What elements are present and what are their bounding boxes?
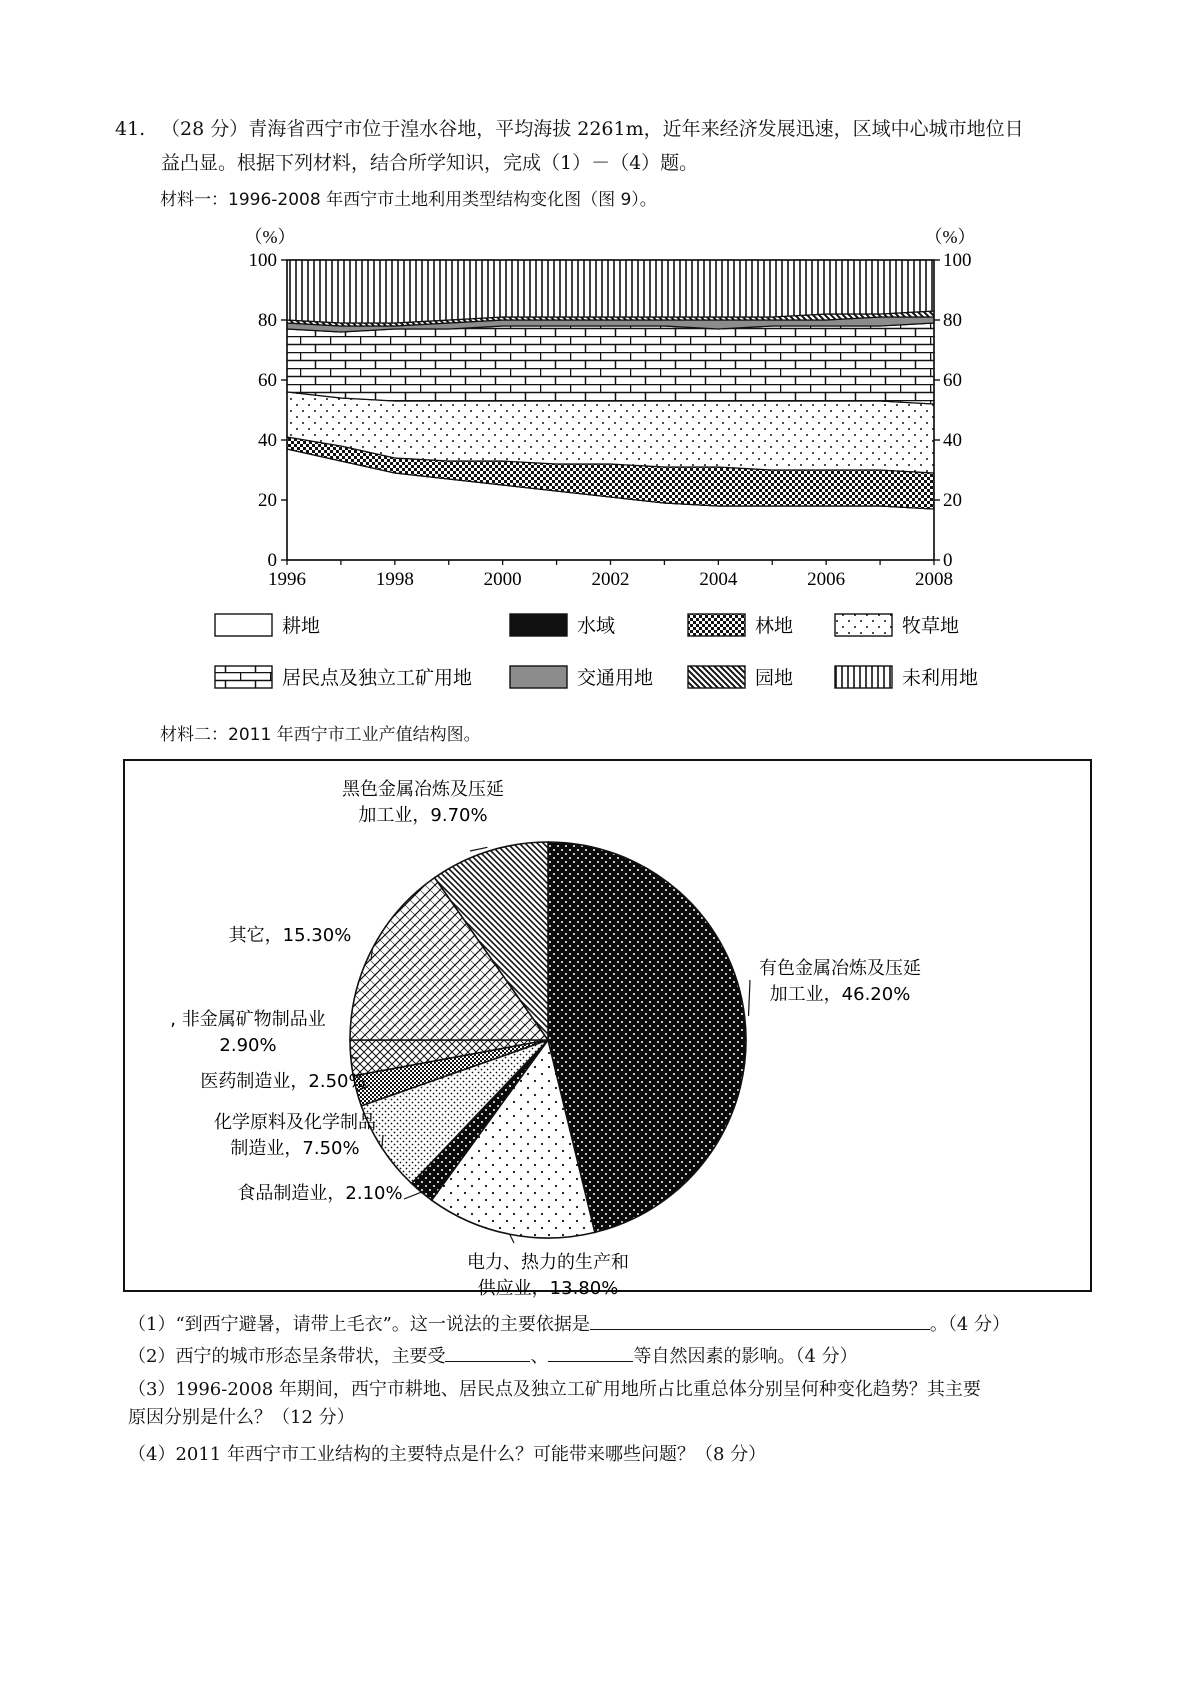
pie-slice-label: 2.90% [219, 1035, 277, 1056]
question-number: 41. [115, 118, 146, 140]
pie-slice-label: 有色金属冶炼及压延 [759, 958, 921, 979]
legend-label: 居民点及独立工矿用地 [282, 667, 473, 689]
y-tick-label-right: 20 [943, 490, 962, 511]
x-tick-label: 1998 [375, 569, 414, 590]
x-tick-label: 2000 [483, 569, 522, 590]
pie-slice-label: 医药制造业，2.50% [200, 1071, 366, 1092]
legend-label: 未利用地 [902, 667, 979, 689]
y-axis-label-right: （%） [924, 227, 976, 247]
q1-text: （1）“到西宁避暑，请带上毛衣”。这一说法的主要依据是 [128, 1314, 590, 1335]
q3-line1: （3）1996-2008 年期间，西宁市耕地、居民点及独立工矿用地所占比重总体分别呈何种变化趋势？其主要 [128, 1379, 981, 1400]
x-tick-label: 2002 [591, 569, 630, 590]
sub-question-4 [128, 1441, 1088, 1469]
q2-separator: 、 [530, 1346, 549, 1367]
pie-leader-line [749, 980, 750, 1016]
y-tick-label-right: 40 [943, 430, 962, 451]
pie-slice-label: 供应业，13.80% [477, 1278, 619, 1299]
y-tick-label-left: 0 [267, 550, 277, 571]
legend-label: 园地 [755, 667, 794, 689]
material2-label: 材料二：2011 年西宁市工业产值结构图。 [160, 725, 481, 745]
pie-slices [350, 842, 746, 1238]
y-tick-label-right: 60 [943, 370, 962, 391]
y-tick-label-left: 60 [258, 370, 277, 391]
q2-answer-blank-2[interactable] [548, 1343, 633, 1362]
q3-line2: 原因分别是什么？（12 分） [128, 1407, 355, 1428]
y-axis-label-left: （%） [244, 227, 296, 247]
pie-slice-label: 其它，15.30% [228, 925, 352, 946]
pie-slice-label: 食品制造业，2.10% [237, 1183, 403, 1204]
pie-slice-label: 电力、热力的生产和 [467, 1252, 629, 1273]
q2-answer-blank-1[interactable] [445, 1343, 530, 1362]
question-intro-line2: 益凸显。根据下列材料，结合所学知识，完成（1）－（4）题。 [161, 152, 699, 174]
x-tick-label: 2008 [915, 569, 953, 590]
sub-question-3 [128, 1376, 1088, 1432]
q1-answer-blank[interactable] [590, 1311, 930, 1330]
y-tick-label-left: 100 [248, 250, 277, 271]
pie-slice-label: 加工业，9.70% [358, 805, 488, 826]
sub-question-2 [128, 1343, 1088, 1371]
sub-question-1 [128, 1311, 1088, 1339]
y-tick-label-right: 0 [943, 550, 953, 571]
y-tick-label-left: 80 [258, 310, 277, 331]
y-tick-label-left: 40 [258, 430, 277, 451]
pie-slice-label: 化学原料及化学制品 [214, 1112, 376, 1133]
pie-leader-line [470, 847, 487, 851]
q4-text: （4）2011 年西宁市工业结构的主要特点是什么？可能带来哪些问题？（8 分） [128, 1444, 767, 1465]
legend-label: 林地 [755, 615, 794, 637]
q2-text: （2）西宁的城市形态呈条带状，主要受 [128, 1346, 446, 1367]
legend-label: 水域 [577, 615, 616, 637]
q1-score: 。（4 分） [929, 1314, 1011, 1335]
y-tick-label-right: 100 [943, 250, 972, 271]
pie-slice-label: 制造业，7.50% [230, 1138, 360, 1159]
legend-label: 交通用地 [577, 667, 654, 689]
pie-slice-label: 黑色金属冶炼及压延 [342, 779, 504, 800]
legend-label: 耕地 [282, 615, 321, 637]
question-intro-line1: （28 分）青海省西宁市位于湟水谷地，平均海拔 2261m，近年来经济发展迅速，区域中心城市地位日 [161, 118, 1024, 140]
x-tick-label: 2006 [807, 569, 846, 590]
pie-slice-label: 加工业，46.20% [769, 984, 911, 1005]
y-tick-label-right: 80 [943, 310, 962, 331]
x-tick-label: 2004 [699, 569, 738, 590]
material1-label: 材料一：1996-2008 年西宁市土地利用类型结构变化图（图 9）。 [160, 190, 657, 210]
x-tick-label: 1996 [268, 569, 306, 590]
pie-slice-label: , 非金属矿物制品业 [170, 1009, 326, 1030]
legend-label: 牧草地 [902, 615, 960, 637]
q2-tail: 等自然因素的影响。（4 分） [633, 1346, 858, 1367]
pie-leader-line [404, 1192, 421, 1199]
y-tick-label-left: 20 [258, 490, 277, 511]
